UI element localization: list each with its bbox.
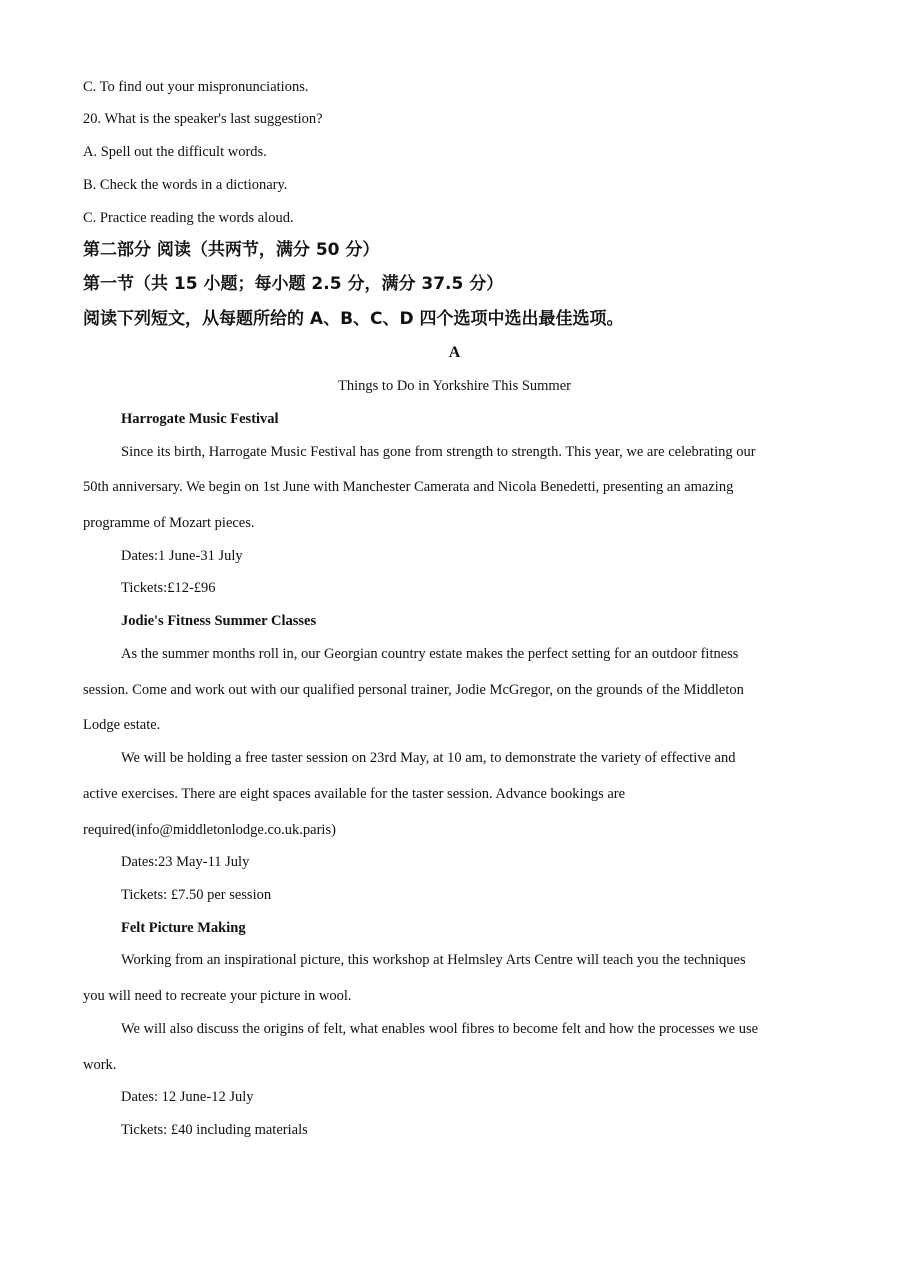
fitness-dates: Dates:23 May-11 July [121, 854, 250, 870]
q20-option-c: C. Practice reading the words aloud. [83, 210, 294, 226]
fitness-tickets: Tickets: £7.50 per session [121, 887, 272, 903]
q20-option-a: A. Spell out the difficult words. [83, 144, 267, 160]
q20-stem: 20. What is the speaker's last suggestion? [83, 111, 323, 127]
felt-tickets: Tickets: £40 including materials [121, 1122, 308, 1138]
festival-paragraph-line: Since its birth, Harrogate Music Festival has gone from strength to strength. This year, we are celebrating our [121, 444, 756, 460]
felt-paragraph-line: Working from an inspirational picture, this workshop at Helmsley Arts Centre will teach you the techniques [121, 952, 746, 968]
q20-option-b: B. Check the words in a dictionary. [83, 177, 288, 193]
festival-paragraph-line: 50th anniversary. We begin on 1st June with Manchester Camerata and Nicola Benedetti, presenting an amazing [83, 479, 734, 495]
passage-title: Things to Do in Yorkshire This Summer [338, 378, 571, 394]
felt-dates: Dates: 12 June-12 July [121, 1089, 254, 1105]
felt-paragraph-line: We will also discuss the origins of felt, what enables wool fibres to become felt and how the processes we use [121, 1021, 759, 1037]
festival-tickets: Tickets:£12-£96 [121, 580, 216, 596]
fitness-booking-email: required(info@middletonlodge.co.uk.paris) [83, 822, 336, 838]
fitness-paragraph-line: As the summer months roll in, our Georgian country estate makes the perfect setting for an outdoor fitness [121, 646, 739, 662]
felt-paragraph-line: work. [83, 1057, 117, 1073]
festival-heading: Harrogate Music Festival [121, 411, 279, 427]
fitness-heading: Jodie's Fitness Summer Classes [121, 613, 317, 629]
felt-heading: Felt Picture Making [121, 920, 246, 936]
fitness-paragraph-line: session. Come and work out with our qualified personal trainer, Jodie McGregor, on the grounds of the Middleton [83, 682, 744, 698]
part2-heading: 第二部分 阅读（共两节，满分 50 分） [83, 240, 380, 260]
felt-paragraph-line: you will need to recreate your picture in wool. [83, 988, 352, 1004]
festival-dates: Dates:1 June-31 July [121, 548, 243, 564]
q19-option-c: C. To find out your mispronunciations. [83, 79, 309, 95]
festival-paragraph-line: programme of Mozart pieces. [83, 515, 255, 531]
passage-letter: A [448, 344, 461, 361]
fitness-paragraph-line: We will be holding a free taster session on 23rd May, at 10 am, to demonstrate the variety of effective and [121, 750, 736, 766]
fitness-paragraph-line: active exercises. There are eight spaces available for the taster session. Advance bookings are [83, 786, 626, 802]
section1-heading: 第一节（共 15 小题；每小题 2.5 分，满分 37.5 分） [83, 274, 504, 294]
reading-instruction: 阅读下列短文，从每题所给的 A、B、C、D 四个选项中选出最佳选项。 [83, 309, 624, 329]
fitness-paragraph-line: Lodge estate. [83, 717, 161, 733]
